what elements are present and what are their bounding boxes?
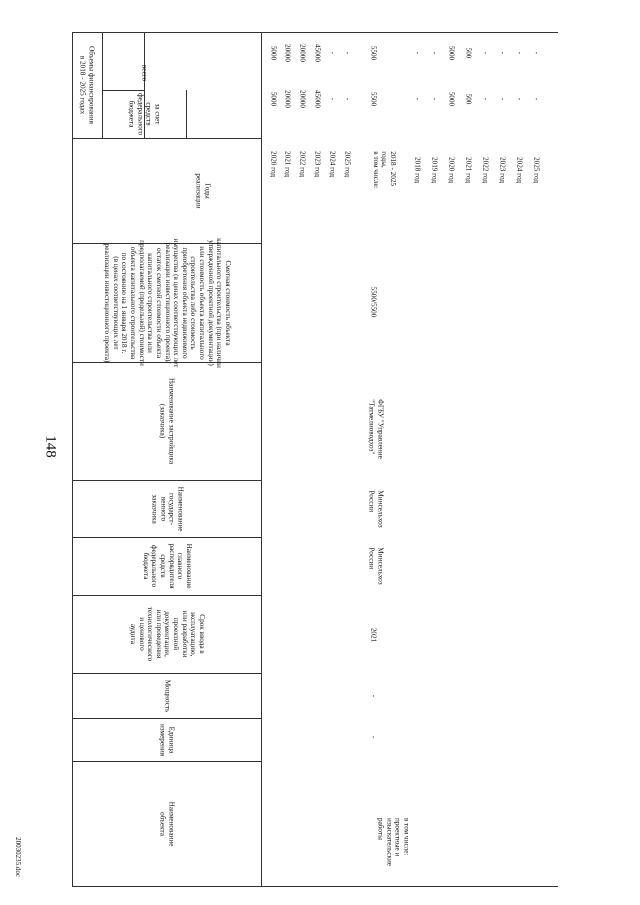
record-period: 2018 - 2025 годы, в том числе: xyxy=(371,151,397,189)
table-row-total: 5000 xyxy=(269,91,278,107)
table-row-federal: 5000 xyxy=(269,45,278,61)
table-row-federal: - xyxy=(515,51,524,55)
header-customer: Наименование государст- венного заказчика xyxy=(149,486,184,531)
table-row-federal: - xyxy=(343,51,352,55)
record-cost: 5500/5500 xyxy=(369,286,378,318)
table-row-year: 2025 год xyxy=(343,151,352,177)
table-row-year: 2018 год xyxy=(413,157,422,183)
table-row-total: - xyxy=(413,97,422,101)
table-row-federal: - xyxy=(328,51,337,55)
record-name: в том числе: проектные и изыскательские работы xyxy=(376,817,411,867)
table-row-total: - xyxy=(430,97,439,101)
table-row-federal: - xyxy=(498,51,507,55)
table-row-total: 5000 xyxy=(447,91,456,107)
header-unit: Единица измерения xyxy=(158,723,176,756)
record-chief-manager: Минсельхоз России xyxy=(368,547,385,585)
header-chief-manager: Наименование главного распорядителя средств федерального бюджета xyxy=(141,543,193,589)
table-row-year: 2021 год xyxy=(464,157,473,183)
record-total: 5500 xyxy=(369,91,378,107)
header-term: Срок ввода в эксплуатацию, или разработки проектной документации, или проведения технологического и ценового аудита xyxy=(128,606,206,662)
header-financing: Объемы финансирования в 2018 - 2025 годах xyxy=(79,46,96,124)
table-row-year: 2022 год xyxy=(298,151,307,177)
record-federal: 5500 xyxy=(369,45,378,61)
table-row-total: - xyxy=(328,97,337,101)
header-cost: Сметная стоимость объекта капитального строительства (при наличии утвержденной проектной документации) или стоимость объекта капитального строительства либо стоимость приобретения объекта недвижимого имущества (в ценах соответствующих лет реализации инвестиционного проекта)/ остаток сметной стоимости объекта капитального строительства или предполагаемой (предельной) стоимости объекта капитального строительства по состоянию на 1 января 2018 г. (в ценах соответствующих лет реализации инвестиционного проекта) xyxy=(102,237,232,368)
table-row-year: 2019 год xyxy=(430,157,439,183)
table-row-total: - xyxy=(532,97,541,101)
record-unit: - xyxy=(369,735,378,739)
record-developer: ФГБУ "Управление "Татмелиоводхоз" xyxy=(368,399,385,459)
table-row-year: 2024 год xyxy=(328,151,337,177)
table-row-total: 45000 xyxy=(313,90,322,108)
table-row-year: 2020 год xyxy=(269,151,278,177)
table-row-year: 2023 год xyxy=(498,157,507,183)
table-row-federal: - xyxy=(413,51,422,55)
table-row-federal: 500 xyxy=(464,47,473,59)
table-row-total: 20000 xyxy=(283,90,292,108)
table-row-federal: 45000 xyxy=(313,44,322,62)
table-row-year: 2021 год xyxy=(283,151,292,177)
table-row-year: 2025 год xyxy=(532,157,541,183)
table-row-total: - xyxy=(515,97,524,101)
table-row-year: 2024 год xyxy=(515,157,524,183)
page-number: 148 xyxy=(42,435,59,458)
table-row-federal: - xyxy=(532,51,541,55)
table-row-total: - xyxy=(343,97,352,101)
header-developer: Наименование застройщика (заказчика) xyxy=(158,377,176,465)
header-capacity: Мощность xyxy=(162,679,171,712)
table-row-year: 2023 год xyxy=(313,151,322,177)
document-code: 20030235.doc xyxy=(14,837,22,877)
record-capacity: - xyxy=(369,694,378,698)
header-name: Наименование объекта xyxy=(158,801,176,846)
table-row-year: 2020 год xyxy=(447,157,456,183)
header-federal: за счет средств федерального бюджета xyxy=(127,92,162,136)
table-row-federal: - xyxy=(481,51,490,55)
table-row-year: 2022 год xyxy=(481,157,490,183)
table-row-total: 20000 xyxy=(298,90,307,108)
table-row-total: - xyxy=(498,97,507,101)
record-term: 2021 xyxy=(369,627,378,643)
header-years: Годы реализации xyxy=(194,172,212,209)
table-row-federal: 20000 xyxy=(298,44,307,62)
header-total: всего xyxy=(140,64,149,81)
table-row-federal: 5000 xyxy=(447,45,456,61)
table-row-federal: - xyxy=(430,51,439,55)
table-row-total: - xyxy=(481,97,490,101)
table-row-total: 500 xyxy=(464,93,473,105)
record-customer: Минсельхоз России xyxy=(368,490,385,528)
table-row-federal: 20000 xyxy=(283,44,292,62)
